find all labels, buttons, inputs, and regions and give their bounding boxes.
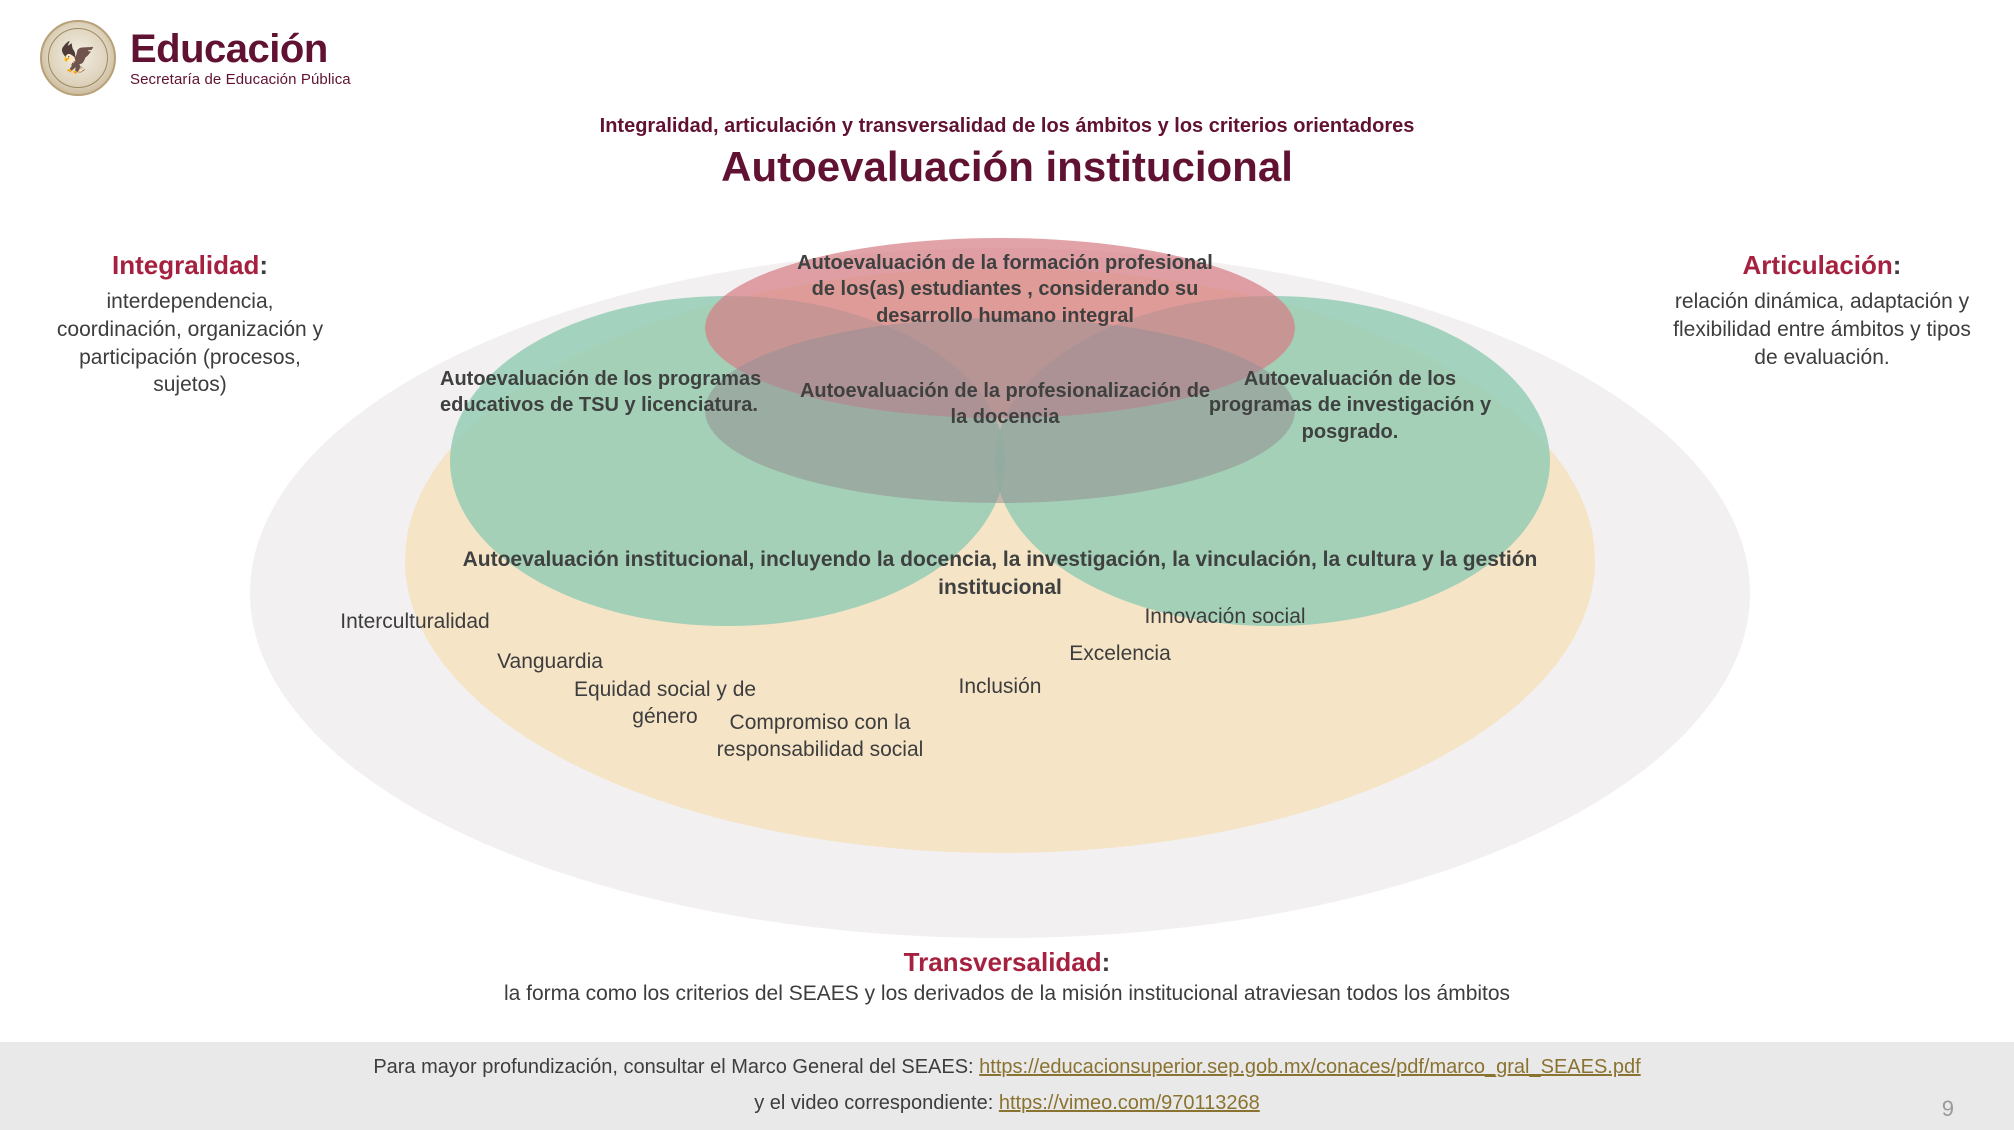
label-profesionalizacion-docencia: Autoevaluación de la profesionalización de la docencia xyxy=(799,380,1211,429)
footer-bar xyxy=(0,1042,2014,1130)
footer-text-2: y el video correspondiente: xyxy=(754,1092,999,1114)
brand-subtitle: Secretaría de Educación Pública xyxy=(130,71,351,88)
caption-transversalidad xyxy=(0,945,2014,1008)
video-link[interactable]: https://vimeo.com/970113268 xyxy=(998,1092,1260,1114)
venn-diagram xyxy=(250,248,1750,938)
brand-text xyxy=(130,29,351,87)
criterio-interculturalidad: Interculturalidad xyxy=(340,610,490,633)
criterio-excelencia: Excelencia xyxy=(1069,642,1171,665)
caption-articulacion-head: Articulación: xyxy=(1742,250,1902,280)
caption-articulacion-body: relación dinámica, adaptación y flexibilidad entre ámbitos y tipos de evaluación. xyxy=(1673,290,1971,369)
mexican-coat-of-arms-icon xyxy=(40,20,116,96)
footer-line-1 xyxy=(0,1056,2014,1079)
page-number: 9 xyxy=(1941,1096,1954,1121)
label-autoevaluacion-institucional: Autoevaluación institucional, incluyendo la docencia, la investigación, la vinculación, la cultura y la gestión institucional xyxy=(462,548,1538,599)
criterio-equidad-social: Equidad social y de género xyxy=(573,678,757,729)
caption-transversalidad-head: Transversalidad: xyxy=(903,947,1111,977)
brand-title: Educación xyxy=(130,27,328,71)
criterio-vanguardia: Vanguardia xyxy=(497,650,603,673)
label-programas-tsu-licenciatura: Autoevaluación de los programas educativos de TSU y licenciatura. xyxy=(440,368,762,417)
criterio-innovacion-social: Innovación social xyxy=(1144,605,1306,628)
criterio-inclusion: Inclusión xyxy=(958,675,1042,698)
caption-integralidad-head: Integralidad: xyxy=(111,250,269,280)
slide-subtitle: Integralidad, articulación y transversalidad de los ámbitos y los criterios orientadores xyxy=(599,115,1415,137)
label-formacion-profesional: Autoevaluación de la formación profesional de los(as) estudiantes , considerando su desarrollo humano integral xyxy=(797,252,1213,327)
caption-transversalidad-body: la forma como los criterios del SEAES y los derivados de la misión institucional atraviesan todos los ámbitos xyxy=(503,982,1511,1006)
slide-title: Autoevaluación institucional xyxy=(721,143,1293,190)
marco-general-link[interactable]: https://educacionsuperior.sep.gob.mx/conaces/pdf/marco_gral_SEAES.pdf xyxy=(979,1056,1641,1078)
footer-line-2 xyxy=(0,1092,2014,1115)
caption-integralidad-body: interdependencia, coordinación, organización y participación (procesos, sujetos) xyxy=(56,290,324,397)
label-programas-investigacion-posgrado: Autoevaluación de los programas de investigación y posgrado. xyxy=(1208,368,1492,443)
brand-logo xyxy=(40,20,351,96)
criterio-compromiso-responsabilidad-social: Compromiso con la responsabilidad social xyxy=(716,711,924,762)
eagle-glyph: 🦅 xyxy=(59,42,97,76)
footer-text-1: Para mayor profundización, consultar el Marco General del SEAES: xyxy=(373,1056,980,1078)
